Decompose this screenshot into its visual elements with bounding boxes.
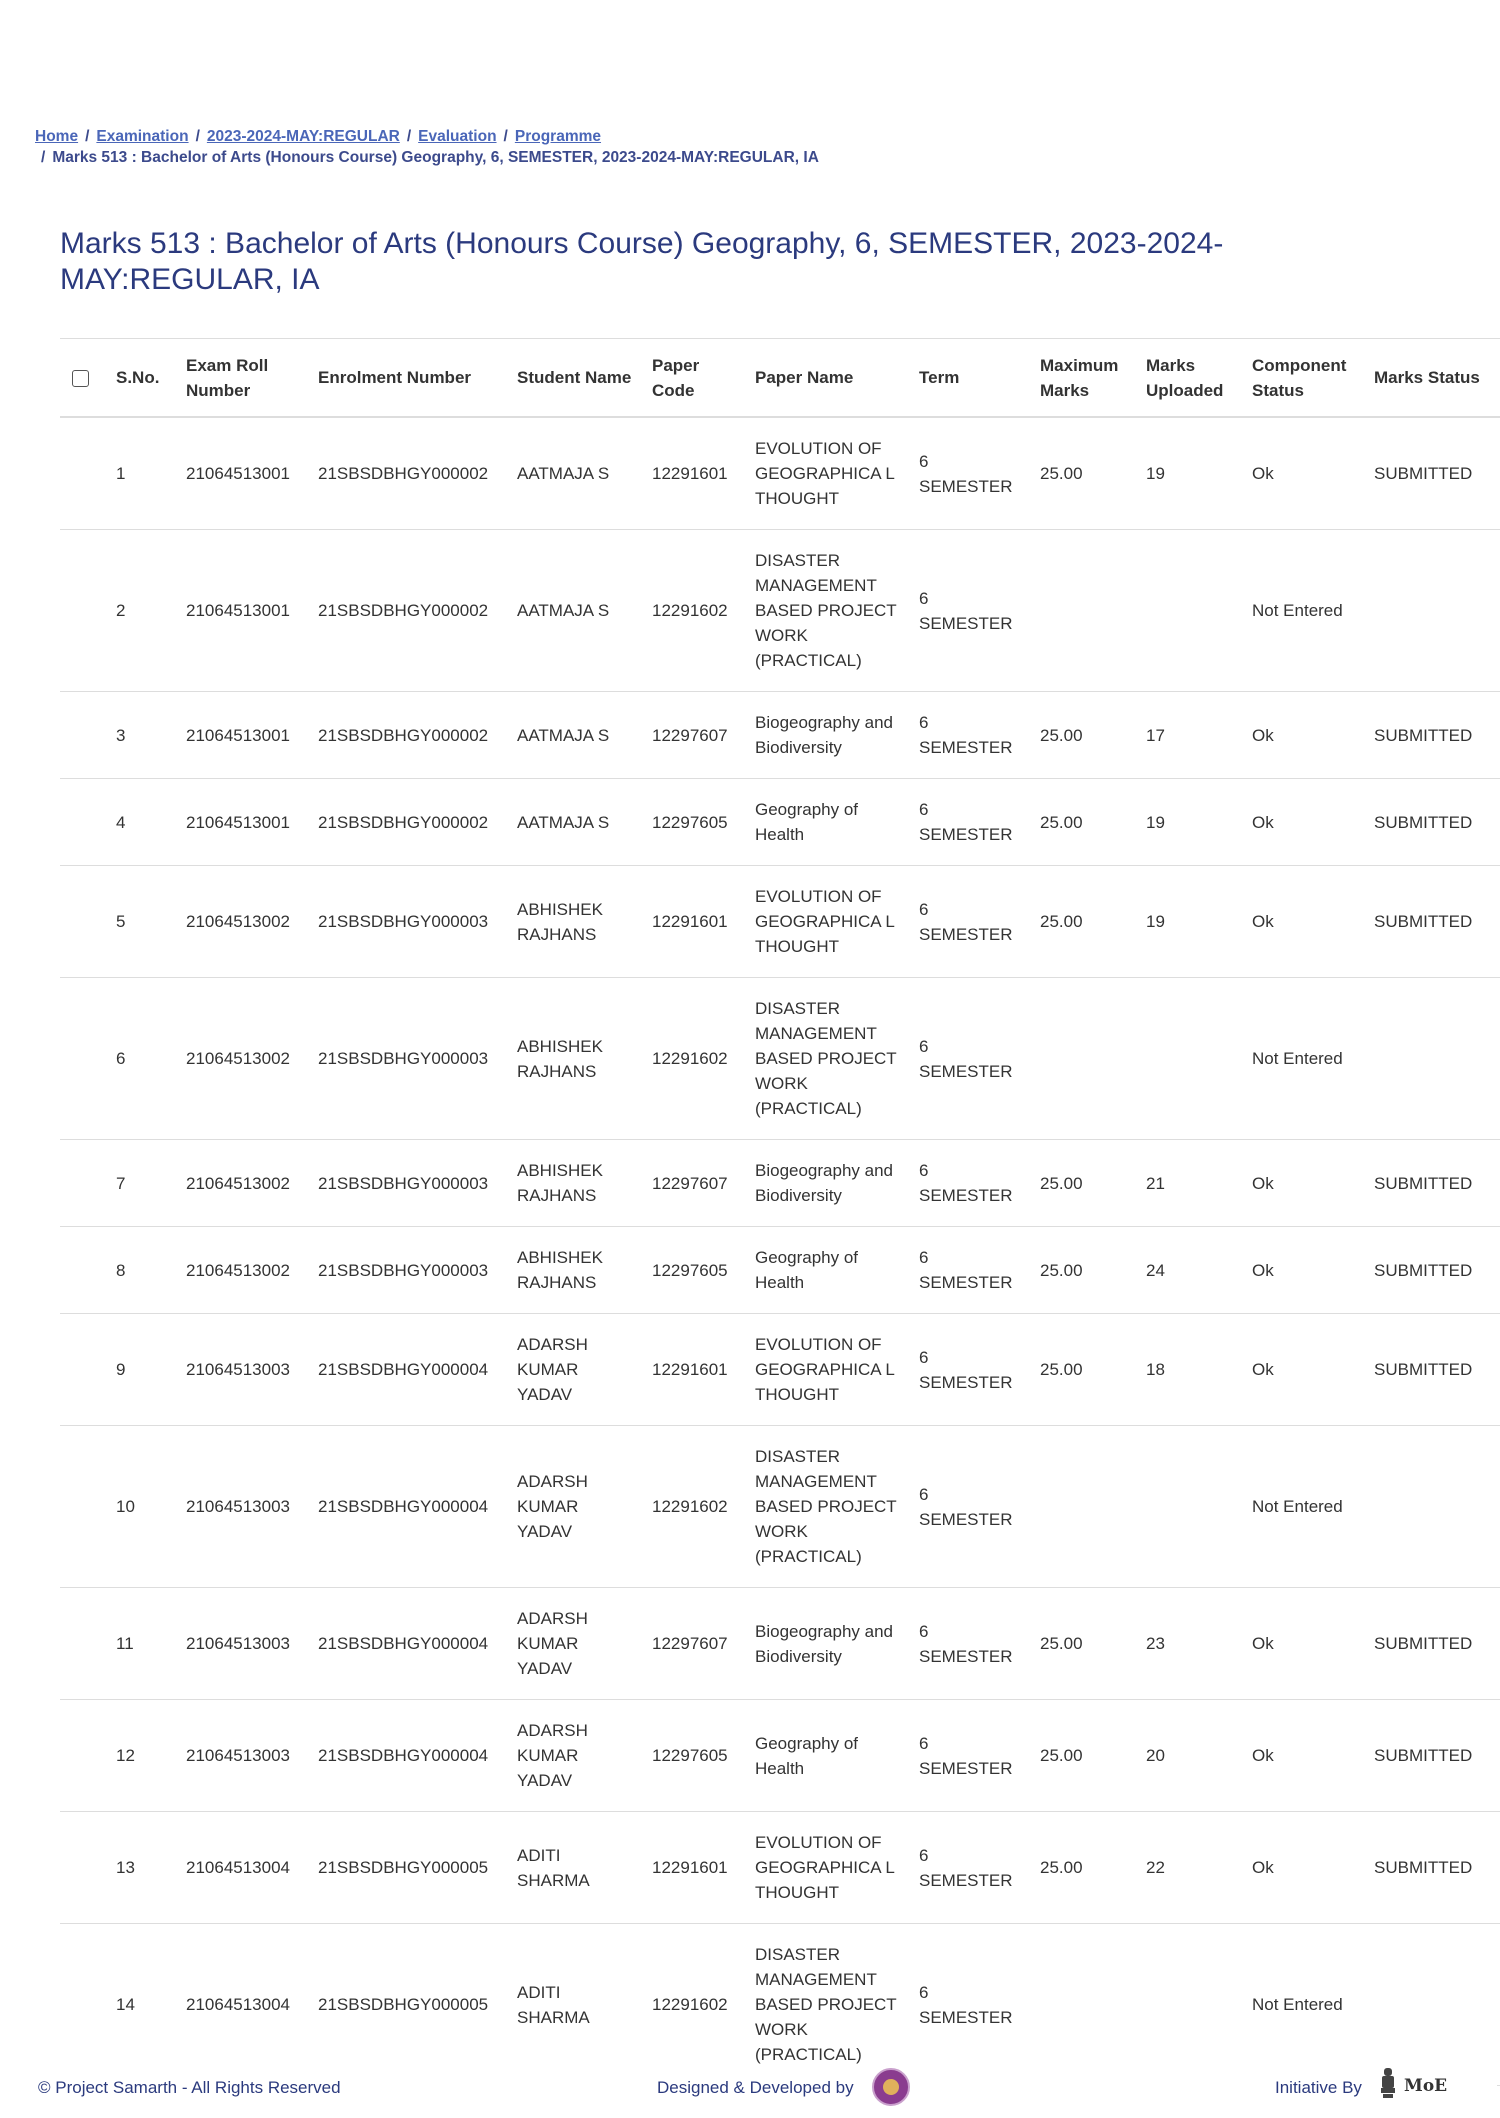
cell-marks-status — [1364, 1924, 1500, 2086]
row-select-cell — [60, 1812, 106, 1924]
cell-marks-uploaded: 19 — [1136, 779, 1242, 866]
cell-sno: 4 — [106, 779, 176, 866]
cell-term: 6 SEMESTER — [909, 1700, 1030, 1812]
cell-student-name: ADITI SHARMA — [507, 1924, 642, 2086]
cell-marks-status: SUBMITTED — [1364, 1812, 1500, 1924]
cell-max-marks: 25.00 — [1030, 866, 1136, 978]
row-select-cell — [60, 1924, 106, 2086]
cell-enrolment-number: 21SBSDBHGY000003 — [308, 866, 507, 978]
table-row[interactable] — [60, 1588, 1500, 1700]
cell-roll-number: 21064513003 — [176, 1426, 308, 1588]
row-select-cell — [60, 417, 106, 530]
column-header-marks-uploaded[interactable]: Marks Uploaded — [1136, 339, 1242, 418]
cell-roll-number: 21064513001 — [176, 692, 308, 779]
cell-component-status: Not Entered — [1242, 978, 1364, 1140]
cell-student-name: ADARSH KUMAR YADAV — [507, 1426, 642, 1588]
table-row[interactable] — [60, 692, 1500, 779]
cell-term: 6 SEMESTER — [909, 978, 1030, 1140]
row-select-cell — [60, 866, 106, 978]
table-row[interactable] — [60, 1812, 1500, 1924]
cell-term: 6 SEMESTER — [909, 1140, 1030, 1227]
cell-paper-name: Geography of Health — [745, 1227, 909, 1314]
table-row[interactable] — [60, 417, 1500, 530]
cell-sno: 14 — [106, 1924, 176, 2086]
cell-enrolment-number: 21SBSDBHGY000002 — [308, 417, 507, 530]
cell-enrolment-number: 21SBSDBHGY000002 — [308, 779, 507, 866]
cell-sno: 13 — [106, 1812, 176, 1924]
cell-component-status: Ok — [1242, 1314, 1364, 1426]
cell-max-marks: 25.00 — [1030, 1588, 1136, 1700]
cell-paper-name: EVOLUTION OF GEOGRAPHICA L THOUGHT — [745, 866, 909, 978]
table-row[interactable] — [60, 1140, 1500, 1227]
table-row[interactable] — [60, 1924, 1500, 2086]
cell-marks-status: SUBMITTED — [1364, 866, 1500, 978]
breadcrumb-current: Marks 513 : Bachelor of Arts (Honours Course) Geography, 6, SEMESTER, 2023-2024-MAY:REGULAR, IA — [52, 149, 819, 166]
table-row[interactable] — [60, 1314, 1500, 1426]
cell-roll-number: 21064513003 — [176, 1700, 308, 1812]
row-select-cell — [60, 779, 106, 866]
cell-paper-name: Biogeography and Biodiversity — [745, 1588, 909, 1700]
cell-student-name: AATMAJA S — [507, 530, 642, 692]
cell-paper-code: 12297605 — [642, 779, 745, 866]
cell-paper-code: 12291602 — [642, 1426, 745, 1588]
column-header-roll[interactable]: Exam Roll Number — [176, 339, 308, 418]
cell-paper-code: 12291602 — [642, 530, 745, 692]
cell-marks-status: SUBMITTED — [1364, 1227, 1500, 1314]
select-all-header — [60, 339, 106, 418]
cell-component-status: Ok — [1242, 866, 1364, 978]
cell-student-name: ABHISHEK RAJHANS — [507, 978, 642, 1140]
cell-enrolment-number: 21SBSDBHGY000004 — [308, 1700, 507, 1812]
breadcrumb — [35, 126, 1435, 168]
column-header-max-marks[interactable]: Maximum Marks — [1030, 339, 1136, 418]
cell-sno: 11 — [106, 1588, 176, 1700]
cell-paper-name: EVOLUTION OF GEOGRAPHICA L THOUGHT — [745, 417, 909, 530]
cell-sno: 10 — [106, 1426, 176, 1588]
cell-term: 6 SEMESTER — [909, 1314, 1030, 1426]
cell-sno: 2 — [106, 530, 176, 692]
table-row[interactable] — [60, 530, 1500, 692]
column-header-paper-code[interactable]: Paper Code — [642, 339, 745, 418]
cell-enrolment-number: 21SBSDBHGY000003 — [308, 978, 507, 1140]
cell-marks-uploaded: 20 — [1136, 1700, 1242, 1812]
cell-marks-uploaded — [1136, 1924, 1242, 2086]
cell-roll-number: 21064513004 — [176, 1924, 308, 2086]
column-header-term[interactable]: Term — [909, 339, 1030, 418]
table-body — [60, 417, 1500, 2086]
page-title: Marks 513 : Bachelor of Arts (Honours Course) Geography, 6, SEMESTER, 2023-2024-MAY:REGULAR, IA — [60, 227, 1224, 296]
developer-logo-icon[interactable] — [872, 2068, 910, 2106]
table-header-row — [60, 339, 1500, 418]
moe-logo: MoE — [1404, 2076, 1448, 2096]
cell-component-status: Not Entered — [1242, 1924, 1364, 2086]
cell-enrolment-number: 21SBSDBHGY000003 — [308, 1227, 507, 1314]
cell-marks-status: SUBMITTED — [1364, 779, 1500, 866]
cell-sno: 12 — [106, 1700, 176, 1812]
cell-marks-status: SUBMITTED — [1364, 1588, 1500, 1700]
cell-roll-number: 21064513002 — [176, 978, 308, 1140]
cell-enrolment-number: 21SBSDBHGY000004 — [308, 1426, 507, 1588]
cell-marks-uploaded: 21 — [1136, 1140, 1242, 1227]
cell-student-name: AATMAJA S — [507, 692, 642, 779]
cell-term: 6 SEMESTER — [909, 866, 1030, 978]
footer-designed-by: Designed & Developed by — [657, 2078, 854, 2097]
table-row[interactable] — [60, 1426, 1500, 1588]
cell-max-marks — [1030, 530, 1136, 692]
cell-max-marks: 25.00 — [1030, 1314, 1136, 1426]
breadcrumb-separator: / — [41, 149, 46, 166]
cell-marks-uploaded: 19 — [1136, 866, 1242, 978]
cell-term: 6 SEMESTER — [909, 417, 1030, 530]
breadcrumb-evaluation-link[interactable]: Evaluation — [418, 128, 497, 145]
cell-term: 6 SEMESTER — [909, 692, 1030, 779]
cell-marks-status — [1364, 1426, 1500, 1588]
cell-component-status: Ok — [1242, 692, 1364, 779]
cell-term: 6 SEMESTER — [909, 530, 1030, 692]
cell-paper-code: 12291601 — [642, 417, 745, 530]
cell-term: 6 SEMESTER — [909, 1812, 1030, 1924]
cell-enrolment-number: 21SBSDBHGY000003 — [308, 1140, 507, 1227]
marks-table — [60, 338, 1500, 2086]
cell-max-marks — [1030, 978, 1136, 1140]
cell-component-status: Ok — [1242, 1812, 1364, 1924]
cell-student-name: ADITI SHARMA — [507, 1812, 642, 1924]
cell-paper-name: DISASTER MANAGEMENT BASED PROJECT WORK (PRACTICAL) — [745, 1924, 909, 2086]
cell-student-name: AATMAJA S — [507, 779, 642, 866]
cell-student-name: ADARSH KUMAR YADAV — [507, 1314, 642, 1426]
national-emblem-icon — [1378, 2066, 1398, 2100]
cell-paper-name: DISASTER MANAGEMENT BASED PROJECT WORK (PRACTICAL) — [745, 1426, 909, 1588]
cell-term: 6 SEMESTER — [909, 1227, 1030, 1314]
cell-marks-uploaded: 19 — [1136, 417, 1242, 530]
cell-paper-code: 12297607 — [642, 1140, 745, 1227]
column-header-student-name[interactable]: Student Name — [507, 339, 642, 418]
column-header-paper-name[interactable]: Paper Name — [745, 339, 909, 418]
cell-marks-status: SUBMITTED — [1364, 1314, 1500, 1426]
cell-max-marks: 25.00 — [1030, 779, 1136, 866]
cell-enrolment-number: 21SBSDBHGY000002 — [308, 530, 507, 692]
cell-marks-uploaded: 23 — [1136, 1588, 1242, 1700]
select-all-checkbox[interactable] — [72, 370, 89, 387]
cell-term: 6 SEMESTER — [909, 1588, 1030, 1700]
cell-paper-code: 12291602 — [642, 978, 745, 1140]
footer — [0, 2072, 1497, 2118]
cell-component-status: Ok — [1242, 779, 1364, 866]
cell-roll-number: 21064513003 — [176, 1314, 308, 1426]
cell-component-status: Ok — [1242, 1227, 1364, 1314]
table-row[interactable] — [60, 1700, 1500, 1812]
cell-component-status: Not Entered — [1242, 530, 1364, 692]
breadcrumb-separator: / — [406, 128, 412, 145]
cell-max-marks — [1030, 1924, 1136, 2086]
row-select-cell — [60, 1314, 106, 1426]
row-select-cell — [60, 692, 106, 779]
cell-sno: 1 — [106, 417, 176, 530]
column-header-component-status[interactable]: Component Status — [1242, 339, 1364, 418]
cell-marks-status — [1364, 978, 1500, 1140]
breadcrumb-session-link[interactable]: 2023-2024-MAY:REGULAR — [206, 128, 400, 145]
cell-roll-number: 21064513001 — [176, 779, 308, 866]
cell-marks-status: SUBMITTED — [1364, 417, 1500, 530]
cell-max-marks: 25.00 — [1030, 1812, 1136, 1924]
breadcrumb-separator: / — [195, 128, 200, 145]
row-select-cell — [60, 1140, 106, 1227]
cell-enrolment-number: 21SBSDBHGY000005 — [308, 1812, 507, 1924]
cell-marks-status: SUBMITTED — [1364, 692, 1500, 779]
cell-paper-name: Geography of Health — [745, 1700, 909, 1812]
column-header-marks-status[interactable]: Marks Status — [1364, 339, 1500, 418]
cell-marks-status: SUBMITTED — [1364, 1700, 1500, 1812]
row-select-cell — [60, 1227, 106, 1314]
cell-paper-name: DISASTER MANAGEMENT BASED PROJECT WORK (PRACTICAL) — [745, 978, 909, 1140]
cell-roll-number: 21064513001 — [176, 417, 308, 530]
cell-component-status: Not Entered — [1242, 1426, 1364, 1588]
cell-student-name: AATMAJA S — [507, 417, 642, 530]
cell-sno: 5 — [106, 866, 176, 978]
cell-sno: 8 — [106, 1227, 176, 1314]
cell-marks-status — [1364, 530, 1500, 692]
cell-max-marks: 25.00 — [1030, 1227, 1136, 1314]
cell-student-name: ABHISHEK RAJHANS — [507, 1227, 642, 1314]
cell-term: 6 SEMESTER — [909, 1426, 1030, 1588]
cell-roll-number: 21064513002 — [176, 1140, 308, 1227]
cell-paper-code: 12291601 — [642, 1314, 745, 1426]
cell-max-marks: 25.00 — [1030, 692, 1136, 779]
cell-paper-code: 12297605 — [642, 1700, 745, 1812]
cell-roll-number: 21064513001 — [176, 530, 308, 692]
cell-sno: 6 — [106, 978, 176, 1140]
cell-roll-number: 21064513004 — [176, 1812, 308, 1924]
cell-term: 6 SEMESTER — [909, 779, 1030, 866]
cell-term: 6 SEMESTER — [909, 1924, 1030, 2086]
cell-sno: 3 — [106, 692, 176, 779]
cell-sno: 7 — [106, 1140, 176, 1227]
cell-paper-code: 12291601 — [642, 1812, 745, 1924]
cell-paper-name: EVOLUTION OF GEOGRAPHICA L THOUGHT — [745, 1812, 909, 1924]
cell-component-status: Ok — [1242, 1588, 1364, 1700]
cell-paper-name: DISASTER MANAGEMENT BASED PROJECT WORK (PRACTICAL) — [745, 530, 909, 692]
cell-marks-uploaded: 22 — [1136, 1812, 1242, 1924]
cell-roll-number: 21064513002 — [176, 866, 308, 978]
breadcrumb-home-link[interactable]: Home — [35, 128, 79, 145]
cell-paper-code: 12291602 — [642, 1924, 745, 2086]
row-select-cell — [60, 1700, 106, 1812]
cell-student-name: ABHISHEK RAJHANS — [507, 1140, 642, 1227]
breadcrumb-separator: / — [85, 128, 90, 145]
table-row[interactable] — [60, 978, 1500, 1140]
cell-max-marks — [1030, 1426, 1136, 1588]
breadcrumb-examination-link[interactable]: Examination — [96, 128, 189, 145]
cell-student-name: ABHISHEK RAJHANS — [507, 866, 642, 978]
cell-marks-uploaded — [1136, 530, 1242, 692]
column-header-enrolment[interactable]: Enrolment Number — [308, 339, 507, 418]
cell-paper-name: Biogeography and Biodiversity — [745, 692, 909, 779]
footer-initiative-by: Initiative By — [1275, 2078, 1362, 2097]
cell-paper-code: 12297607 — [642, 692, 745, 779]
marks-table-container[interactable] — [60, 338, 1480, 2064]
table-row[interactable] — [60, 1227, 1500, 1314]
cell-paper-name: Biogeography and Biodiversity — [745, 1140, 909, 1227]
row-select-cell — [60, 1588, 106, 1700]
cell-roll-number: 21064513003 — [176, 1588, 308, 1700]
cell-marks-uploaded: 17 — [1136, 692, 1242, 779]
cell-max-marks: 25.00 — [1030, 1140, 1136, 1227]
row-select-cell — [60, 978, 106, 1140]
cell-paper-code: 12291601 — [642, 866, 745, 978]
cell-marks-uploaded — [1136, 1426, 1242, 1588]
cell-sno: 9 — [106, 1314, 176, 1426]
cell-enrolment-number: 21SBSDBHGY000002 — [308, 692, 507, 779]
table-row[interactable] — [60, 866, 1500, 978]
table-row[interactable] — [60, 779, 1500, 866]
footer-copyright: © Project Samarth - All Rights Reserved — [38, 2078, 341, 2097]
cell-max-marks: 25.00 — [1030, 417, 1136, 530]
cell-component-status: Ok — [1242, 417, 1364, 530]
cell-enrolment-number: 21SBSDBHGY000004 — [308, 1588, 507, 1700]
cell-marks-uploaded: 18 — [1136, 1314, 1242, 1426]
cell-student-name: ADARSH KUMAR YADAV — [507, 1700, 642, 1812]
cell-max-marks: 25.00 — [1030, 1700, 1136, 1812]
cell-component-status: Ok — [1242, 1700, 1364, 1812]
cell-enrolment-number: 21SBSDBHGY000004 — [308, 1314, 507, 1426]
cell-paper-name: Geography of Health — [745, 779, 909, 866]
row-select-cell — [60, 530, 106, 692]
cell-marks-status: SUBMITTED — [1364, 1140, 1500, 1227]
cell-component-status: Ok — [1242, 1140, 1364, 1227]
cell-enrolment-number: 21SBSDBHGY000005 — [308, 1924, 507, 2086]
column-header-sno[interactable]: S.No. — [106, 339, 176, 418]
cell-paper-code: 12297607 — [642, 1588, 745, 1700]
cell-student-name: ADARSH KUMAR YADAV — [507, 1588, 642, 1700]
breadcrumb-separator: / — [503, 128, 508, 145]
cell-paper-code: 12297605 — [642, 1227, 745, 1314]
cell-roll-number: 21064513002 — [176, 1227, 308, 1314]
cell-marks-uploaded — [1136, 978, 1242, 1140]
breadcrumb-programme-link[interactable]: Programme — [514, 128, 602, 145]
cell-marks-uploaded: 24 — [1136, 1227, 1242, 1314]
row-select-cell — [60, 1426, 106, 1588]
cell-paper-name: EVOLUTION OF GEOGRAPHICA L THOUGHT — [745, 1314, 909, 1426]
